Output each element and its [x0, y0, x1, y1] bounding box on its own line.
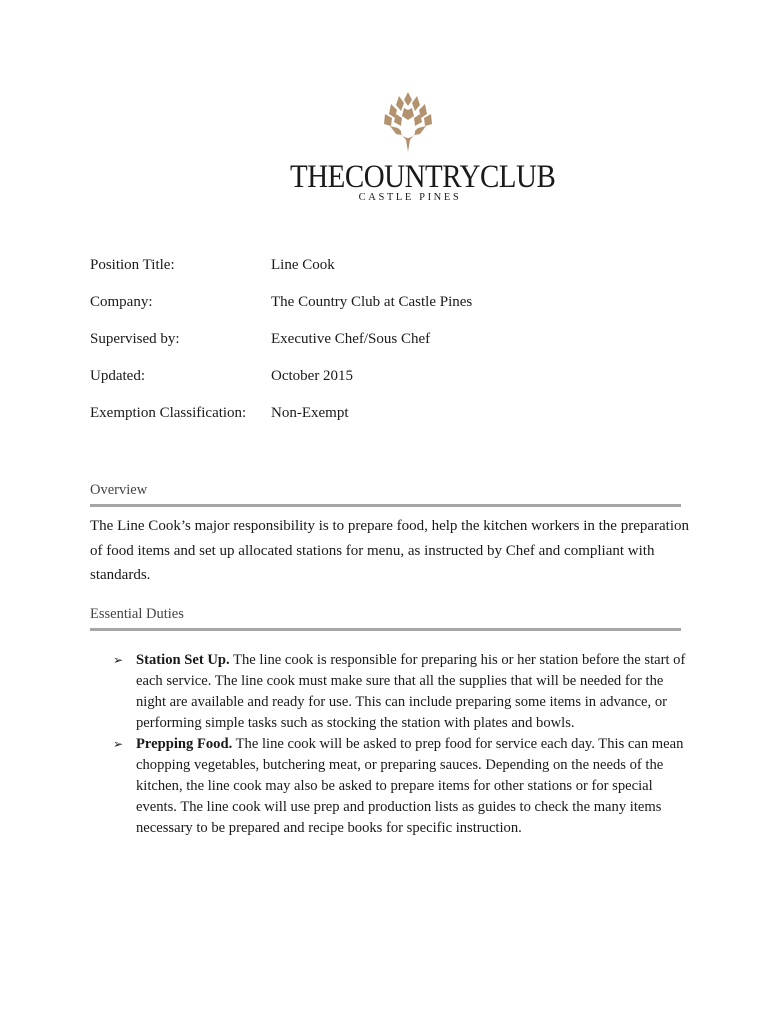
info-row-exemption-classification [90, 403, 690, 440]
duties-list [110, 650, 690, 839]
info-value: October 2015 [271, 368, 354, 384]
arrow-bullet-icon: ➢ [113, 653, 124, 667]
duty-body [136, 650, 690, 734]
position-info-table [90, 255, 690, 440]
list-item [110, 734, 690, 839]
info-label: Exemption Classification: [90, 405, 247, 421]
country-club-logo [290, 90, 556, 210]
duty-description: The line cook will be asked to prep food for service each day. This can mean chopping vegetables, butchering meat, or preparing sauces. Depending on the needs of the kitchen, the line cook may also be asked to prepare items for other stations or for special events. The line cook will use prep and production lists as guides to check the many items necessary to be prepared and recipe books for specific instruction. [136, 736, 684, 836]
duty-title: Station Set Up. [136, 652, 230, 668]
crest-icon [382, 90, 434, 156]
arrow-bullet-icon: ➢ [113, 737, 124, 751]
duty-body [136, 734, 690, 839]
section-divider [90, 504, 681, 507]
info-value: The Country Club at Castle Pines [271, 294, 473, 310]
info-row-company [90, 292, 690, 329]
info-value: Non-Exempt [271, 405, 349, 421]
info-label: Position Title: [90, 257, 175, 273]
info-row-updated [90, 366, 690, 403]
info-label: Company: [90, 294, 153, 310]
duty-description: The line cook is responsible for preparing his or her station before the start of each service. The line cook must make sure that all the supplies that will be needed for the night are available and ready for use. This can include preparing some items in advance, or performing simple tasks such as stocking the station with plates and bowls. [136, 652, 686, 731]
info-row-supervised-by [90, 329, 690, 366]
section-divider [90, 628, 681, 631]
info-value: Line Cook [271, 257, 335, 273]
overview-section-header [90, 482, 681, 499]
logo-subtitle: CASTLE PINES [358, 192, 462, 203]
duties-section-header [90, 606, 681, 623]
info-label: Supervised by: [90, 331, 180, 347]
duties-heading: Essential Duties [90, 606, 184, 622]
overview-paragraph: The Line Cook’s major responsibility is to prepare food, help the kitchen workers in the preparation of food items and set up allocated stations for menu, as instructed by Chef and compliant with standards. [90, 518, 690, 583]
duty-title: Prepping Food. [136, 736, 233, 752]
logo-wordmark: THECOUNTRYCLUB [290, 158, 556, 195]
info-value: Executive Chef/Sous Chef [271, 331, 431, 347]
info-row-position-title [90, 255, 690, 292]
list-item [110, 650, 690, 734]
info-label: Updated: [90, 368, 145, 384]
overview-heading: Overview [90, 482, 148, 498]
